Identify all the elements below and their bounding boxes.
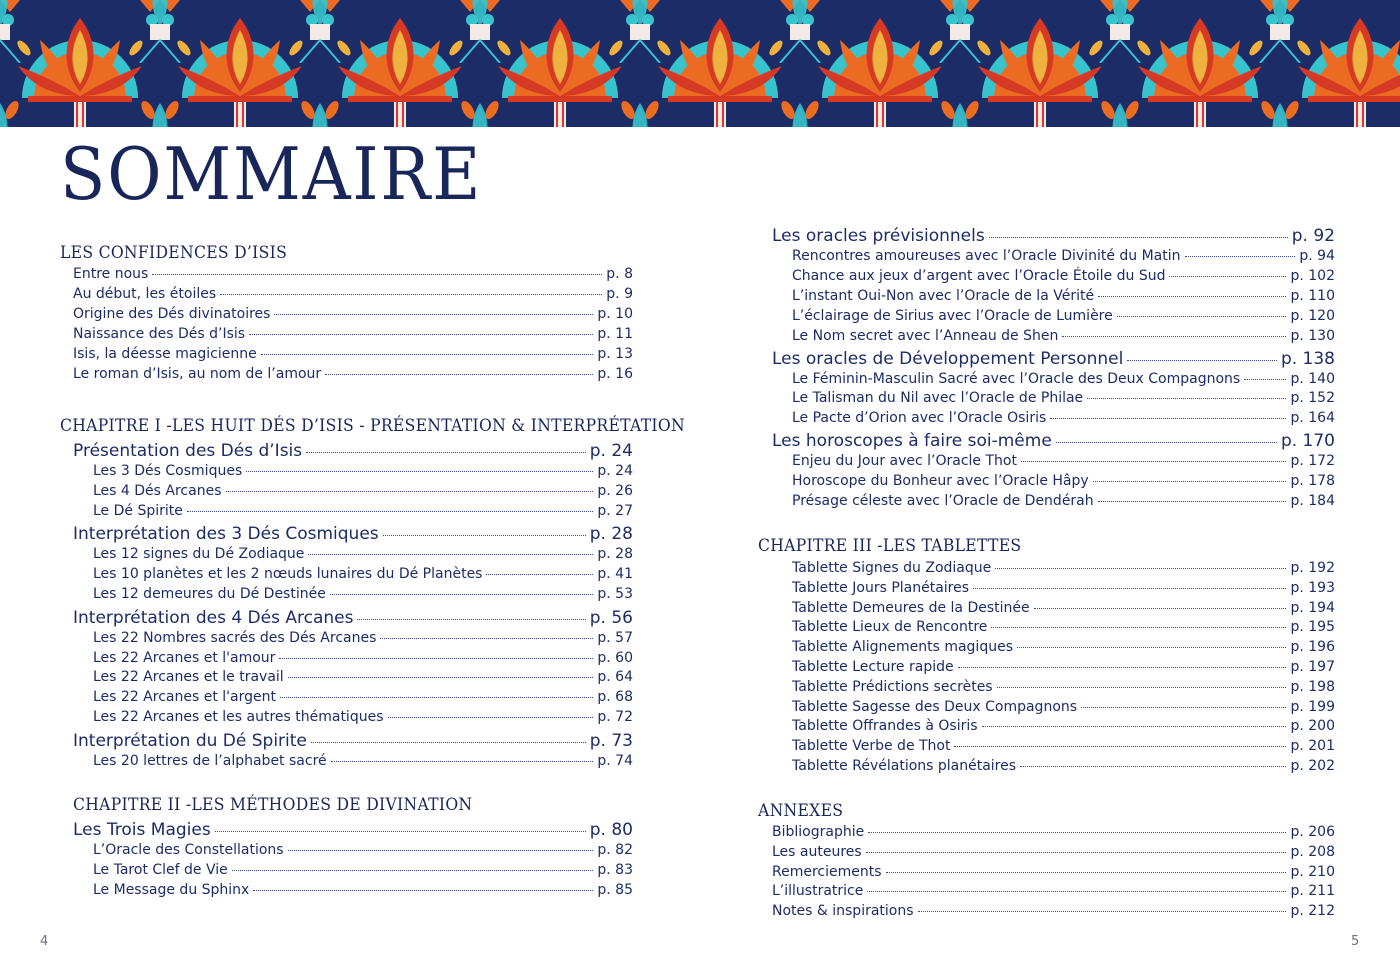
dot-leader	[1021, 461, 1287, 462]
toc-entry[interactable]	[792, 699, 1335, 715]
entry-label: Interprétation du Dé Spirite	[73, 730, 307, 751]
dot-leader	[280, 697, 593, 698]
entry-label: Les 22 Arcanes et le travail	[93, 669, 284, 686]
dot-leader	[1244, 379, 1286, 380]
toc-entry[interactable]	[73, 306, 633, 322]
entry-label: Les 12 demeures du Dé Destinée	[93, 586, 326, 602]
entry-label: Présage céleste avec l’Oracle de Dendérah	[792, 493, 1094, 509]
toc-entry[interactable]	[792, 248, 1335, 264]
entry-page: p. 196	[1290, 639, 1335, 656]
dot-leader	[1050, 418, 1286, 419]
toc-entry[interactable]	[772, 883, 1335, 899]
toc-entry[interactable]	[792, 600, 1335, 616]
entry-page: p. 130	[1290, 327, 1335, 344]
entry-label: Tablette Prédictions secrètes	[792, 678, 993, 695]
entry-page: p. 199	[1290, 698, 1335, 715]
dot-leader	[1034, 608, 1287, 609]
entry-label: Le Féminin-Masculin Sacré avec l’Oracle des Deux Compagnons	[792, 370, 1241, 387]
entry-label: Isis, la déesse magicienne	[73, 346, 257, 362]
toc-entry[interactable]	[93, 842, 633, 858]
dot-leader	[187, 511, 594, 512]
dot-leader	[288, 677, 594, 678]
entry-label: Tablette Offrandes à Osiris	[792, 718, 978, 735]
entry-page: p. 170	[1280, 431, 1335, 452]
toc-entry[interactable]	[93, 566, 633, 582]
entry-label: Enjeu du Jour avec l’Oracle Thot	[792, 453, 1017, 470]
toc-entry[interactable]	[792, 308, 1335, 324]
entry-label: Rencontres amoureuses avec l’Oracle Divinité du Matin	[792, 248, 1181, 264]
toc-entry[interactable]	[93, 753, 633, 769]
dot-leader	[383, 535, 586, 536]
entry-page: p. 208	[1290, 843, 1335, 860]
entry-label: Les oracles prévisionnels	[772, 226, 985, 246]
toc-group-entry[interactable]	[73, 608, 633, 628]
entry-label: Présentation des Dés d’Isis	[73, 441, 303, 461]
toc-entry[interactable]	[792, 288, 1335, 304]
dot-leader	[330, 594, 594, 595]
entry-label: Les 10 planètes et les 2 nœuds lunaires du Dé Planètes	[93, 566, 483, 583]
dot-leader	[486, 574, 593, 575]
toc-entry[interactable]	[772, 903, 1335, 919]
entry-page: p. 195	[1290, 619, 1335, 636]
toc-entry[interactable]	[792, 738, 1335, 754]
dot-leader	[325, 374, 593, 375]
dot-leader	[220, 294, 602, 295]
entry-page: p. 94	[1299, 248, 1335, 264]
entry-label: Les 22 Arcanes et l'argent	[93, 689, 276, 706]
lotus-pattern-icon	[0, 0, 1400, 127]
entry-page: p. 172	[1290, 453, 1335, 470]
dot-leader	[1017, 647, 1286, 648]
entry-page: p. 68	[597, 689, 633, 706]
dot-leader	[1081, 707, 1286, 708]
entry-page: p. 110	[1290, 287, 1335, 304]
dot-leader	[380, 638, 593, 639]
entry-page: p. 210	[1290, 863, 1335, 880]
entry-label: Tablette Alignements magiques	[792, 639, 1013, 656]
toc-entry[interactable]	[93, 669, 633, 685]
entry-label: Le Pacte d’Orion avec l’Oracle Osiris	[792, 410, 1047, 427]
entry-label: Horoscope du Bonheur avec l’Oracle Hâpy	[792, 473, 1089, 490]
section-heading: ANNEXES	[758, 801, 844, 821]
toc-entry[interactable]	[792, 371, 1335, 387]
entry-page: p. 140	[1290, 370, 1335, 387]
entry-label: Les Trois Magies	[73, 820, 211, 840]
entry-label: Tablette Signes du Zodiaque	[792, 560, 992, 576]
entry-page: p. 28	[589, 524, 633, 545]
entry-page: p. 56	[589, 607, 633, 628]
dot-leader	[991, 627, 1286, 628]
dot-leader	[1117, 316, 1287, 317]
dot-leader	[918, 911, 1287, 912]
entry-label: Au début, les étoiles	[73, 286, 217, 302]
entry-page: p. 152	[1290, 390, 1335, 407]
entry-label: Interprétation des 4 Dés Arcanes	[73, 607, 354, 628]
entry-page: p. 120	[1290, 307, 1335, 324]
dot-leader	[1062, 336, 1286, 337]
entry-label: Les 22 Arcanes et l'amour	[93, 649, 276, 666]
entry-label: Bibliographie	[772, 824, 865, 840]
entry-page: p. 9	[606, 286, 633, 302]
entry-page: p. 53	[597, 586, 633, 602]
entry-page: p. 197	[1290, 659, 1335, 675]
toc-group-entry[interactable]	[73, 731, 633, 751]
toc-entry[interactable]	[792, 718, 1335, 734]
entry-page: p. 206	[1290, 824, 1335, 840]
page-number-left: 4	[40, 934, 49, 949]
entry-page: p. 192	[1290, 560, 1335, 576]
dot-leader	[1087, 398, 1286, 399]
entry-label: Le roman d’Isis, au nom de l’amour	[73, 366, 322, 382]
entry-page: p. 83	[597, 861, 633, 878]
entry-page: p. 184	[1290, 493, 1335, 509]
entry-page: p. 8	[606, 266, 633, 282]
dot-leader	[1056, 442, 1277, 443]
toc-group-entry[interactable]	[772, 431, 1335, 451]
dot-leader	[215, 831, 586, 832]
entry-label: Tablette Lecture rapide	[792, 659, 954, 675]
toc-entry[interactable]	[93, 483, 633, 499]
dot-leader	[1098, 296, 1286, 297]
entry-label: Les horoscopes à faire soi-même	[772, 431, 1052, 452]
entry-label: L’illustratrice	[772, 883, 864, 900]
toc-entry[interactable]	[93, 650, 633, 666]
entry-page: p. 211	[1290, 883, 1335, 900]
entry-label: Entre nous	[73, 266, 149, 282]
dot-leader	[306, 452, 586, 453]
entry-label: Chance aux jeux d’argent avec l’Oracle Étoile du Sud	[792, 267, 1166, 284]
entry-page: p. 72	[597, 709, 633, 725]
toc-entry[interactable]	[772, 824, 1335, 840]
dot-leader	[311, 742, 586, 743]
toc-entry[interactable]	[93, 546, 633, 562]
dot-leader	[232, 870, 594, 871]
toc-entry[interactable]	[792, 493, 1335, 509]
section-heading: CHAPITRE III -LES TABLETTES	[758, 536, 1022, 556]
entry-page: p. 82	[597, 842, 633, 858]
entry-label: Les 4 Dés Arcanes	[93, 482, 222, 499]
entry-page: p. 57	[597, 629, 633, 646]
toc-entry[interactable]	[792, 580, 1335, 596]
dot-leader	[1127, 360, 1277, 361]
entry-page: p. 13	[597, 346, 633, 362]
toc-entry[interactable]	[73, 366, 633, 382]
dot-leader	[867, 891, 1286, 892]
toc-entry[interactable]	[93, 503, 633, 519]
entry-label: Le Nom secret avec l’Anneau de Shen	[792, 327, 1059, 344]
dot-leader	[1169, 276, 1286, 277]
toc-entry[interactable]	[792, 390, 1335, 406]
toc-group-entry[interactable]	[772, 226, 1335, 246]
toc-entry[interactable]	[792, 679, 1335, 695]
dot-leader	[1020, 766, 1286, 767]
section-heading: CHAPITRE I -LES HUIT DÉS D’ISIS - PRÉSENTATION & INTERPRÉTATION	[60, 416, 685, 436]
entry-page: p. 164	[1290, 410, 1335, 427]
entry-label: L’Oracle des Constellations	[93, 842, 284, 858]
page-title: SOMMAIRE	[60, 132, 483, 216]
entry-label: Le Message du Sphinx	[93, 881, 250, 898]
toc-entry[interactable]	[93, 709, 633, 725]
entry-label: Le Dé Spirite	[93, 502, 183, 519]
dot-leader	[308, 554, 593, 555]
toc-entry[interactable]	[73, 286, 633, 302]
dot-leader	[226, 491, 594, 492]
entry-label: Le Tarot Clef de Vie	[93, 861, 228, 878]
entry-page: p. 16	[597, 366, 633, 382]
entry-label: Tablette Lieux de Rencontre	[792, 619, 988, 636]
toc-entry[interactable]	[772, 844, 1335, 860]
entry-page: p. 41	[597, 566, 633, 583]
dot-leader	[253, 890, 593, 891]
toc-entry[interactable]	[792, 758, 1335, 774]
dot-leader	[331, 761, 594, 762]
entry-label: Les oracles de Développement Personnel	[772, 348, 1124, 369]
entry-page: p. 193	[1290, 579, 1335, 596]
entry-label: Origine des Dés divinatoires	[73, 306, 271, 322]
entry-page: p. 74	[597, 752, 633, 769]
entry-page: p. 85	[597, 881, 633, 898]
entry-page: p. 200	[1290, 718, 1335, 735]
entry-page: p. 28	[597, 546, 633, 563]
entry-page: p. 201	[1290, 738, 1335, 755]
entry-page: p. 73	[589, 730, 633, 751]
entry-page: p. 92	[1291, 226, 1335, 246]
page-number-right: 5	[1351, 934, 1360, 949]
entry-label: Tablette Révélations planétaires	[792, 758, 1017, 774]
toc-entry[interactable]	[73, 266, 633, 282]
dot-leader	[246, 471, 593, 472]
toc-group-entry[interactable]	[772, 349, 1335, 369]
entry-label: Naissance des Dés d’Isis	[73, 326, 246, 342]
entry-label: Les auteures	[772, 843, 862, 860]
dot-leader	[357, 619, 585, 620]
dot-leader	[274, 314, 593, 315]
toc-entry[interactable]	[792, 619, 1335, 635]
entry-label: L’instant Oui-Non avec l’Oracle de la Vérité	[792, 287, 1095, 304]
dot-leader	[249, 334, 593, 335]
toc-entry[interactable]	[93, 463, 633, 479]
section-heading: LES CONFIDENCES D’ISIS	[60, 243, 288, 263]
entry-page: p. 194	[1290, 599, 1335, 616]
lotus-pattern-banner	[0, 0, 1400, 127]
entry-page: p. 102	[1290, 267, 1335, 284]
entry-page: p. 80	[589, 820, 633, 840]
dot-leader	[288, 850, 594, 851]
toc-entry[interactable]	[93, 630, 633, 646]
dot-leader	[886, 872, 1287, 873]
entry-page: p. 26	[597, 482, 633, 499]
toc-entry[interactable]	[792, 639, 1335, 655]
toc-entry[interactable]	[792, 268, 1335, 284]
entry-label: Tablette Jours Planétaires	[792, 579, 970, 596]
entry-page: p. 11	[597, 326, 633, 342]
toc-entry[interactable]	[93, 862, 633, 878]
entry-label: Le Talisman du Nil avec l’Oracle de Philae	[792, 390, 1084, 407]
entry-page: p. 24	[597, 463, 633, 479]
dot-leader	[989, 237, 1288, 238]
entry-page: p. 212	[1290, 903, 1335, 920]
dot-leader	[868, 832, 1286, 833]
toc-entry[interactable]	[792, 560, 1335, 576]
entry-label: Tablette Verbe de Thot	[792, 738, 951, 755]
dot-leader	[261, 354, 594, 355]
toc-entry[interactable]	[93, 882, 633, 898]
entry-label: Tablette Sagesse des Deux Compagnons	[792, 698, 1078, 715]
toc-entry[interactable]	[73, 326, 633, 342]
entry-page: p. 60	[597, 649, 633, 666]
dot-leader	[1098, 501, 1287, 502]
entry-label: L’éclairage de Sirius avec l’Oracle de Lumière	[792, 307, 1113, 324]
toc-group-entry[interactable]	[73, 441, 633, 461]
dot-leader	[866, 852, 1287, 853]
dot-leader	[995, 568, 1286, 569]
toc-entry[interactable]	[792, 473, 1335, 489]
toc-entry[interactable]	[792, 659, 1335, 675]
entry-page: p. 138	[1280, 348, 1335, 369]
dot-leader	[997, 687, 1287, 688]
entry-page: p. 64	[597, 669, 633, 686]
dot-leader	[958, 667, 1287, 668]
entry-label: Les 20 lettres de l’alphabet sacré	[93, 752, 327, 769]
dot-leader	[388, 717, 594, 718]
dot-leader	[1093, 481, 1287, 482]
entry-page: p. 202	[1290, 758, 1335, 774]
entry-label: Les 22 Arcanes et les autres thématiques	[93, 709, 384, 725]
dot-leader	[1185, 256, 1296, 257]
toc-group-entry[interactable]	[73, 820, 633, 840]
toc-entry[interactable]	[772, 864, 1335, 880]
toc-entry[interactable]	[93, 586, 633, 602]
toc-entry[interactable]	[93, 689, 633, 705]
entry-page: p. 198	[1290, 678, 1335, 695]
entry-label: Remerciements	[772, 863, 882, 880]
toc-entry[interactable]	[73, 346, 633, 362]
section-heading: CHAPITRE II -LES MÉTHODES DE DIVINATION	[73, 795, 473, 815]
dot-leader	[973, 588, 1286, 589]
toc-group-entry[interactable]	[73, 524, 633, 544]
entry-page: p. 27	[597, 502, 633, 519]
entry-label: Les 3 Dés Cosmiques	[93, 463, 243, 479]
toc-entry[interactable]	[792, 453, 1335, 469]
entry-page: p. 24	[589, 441, 633, 461]
entry-label: Tablette Demeures de la Destinée	[792, 599, 1030, 616]
dot-leader	[954, 746, 1286, 747]
entry-label: Notes & inspirations	[772, 903, 914, 920]
dot-leader	[152, 274, 602, 275]
entry-label: Interprétation des 3 Dés Cosmiques	[73, 524, 379, 545]
entry-page: p. 10	[597, 306, 633, 322]
entry-label: Les 12 signes du Dé Zodiaque	[93, 546, 305, 563]
toc-entry[interactable]	[792, 328, 1335, 344]
entry-page: p. 178	[1290, 473, 1335, 490]
dot-leader	[279, 658, 593, 659]
dot-leader	[982, 726, 1287, 727]
toc-entry[interactable]	[792, 410, 1335, 426]
entry-label: Les 22 Nombres sacrés des Dés Arcanes	[93, 629, 377, 646]
